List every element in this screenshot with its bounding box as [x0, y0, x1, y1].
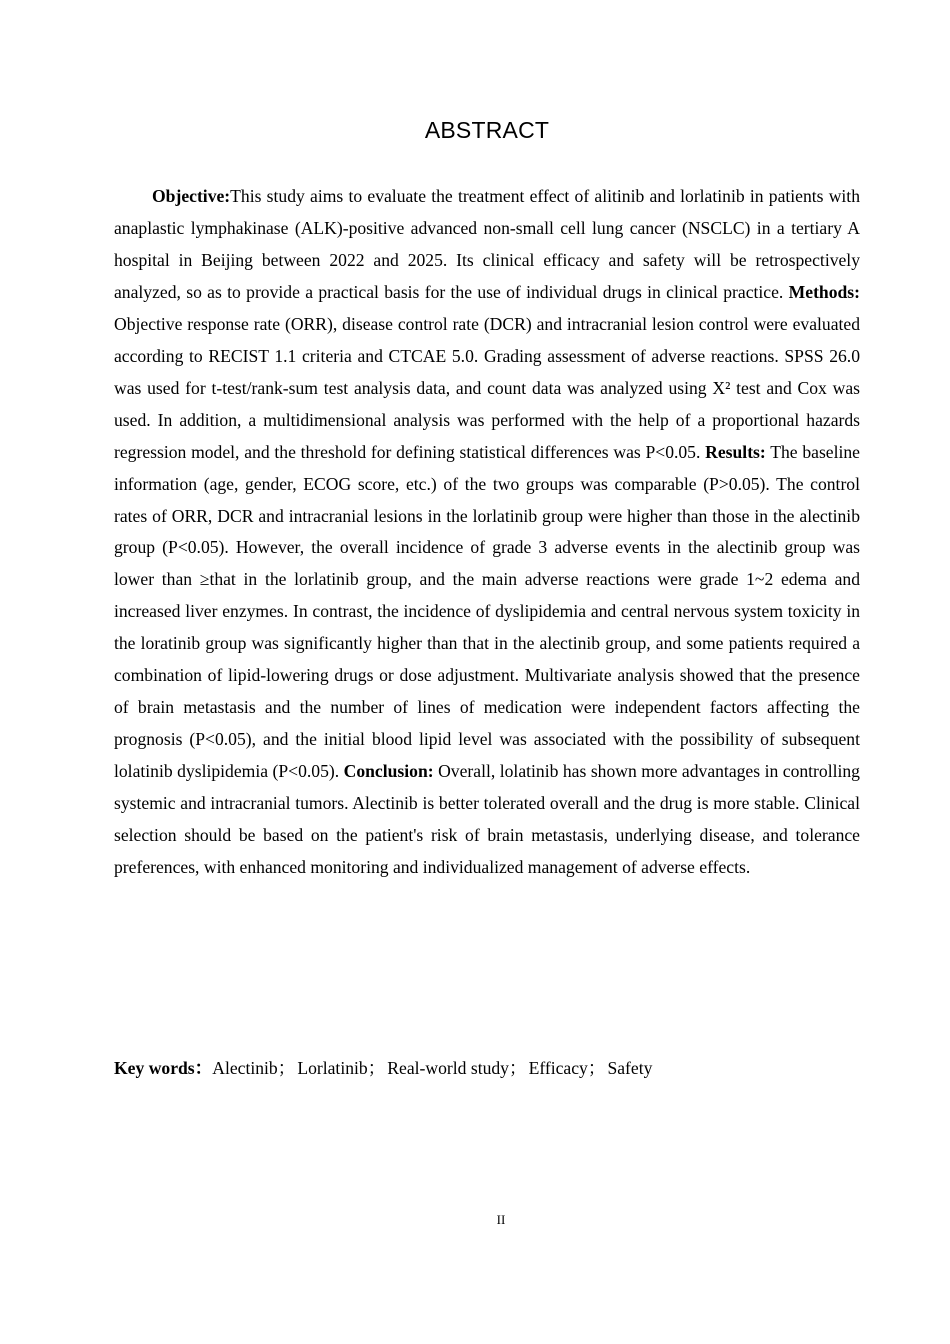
keywords-label: Key words：	[114, 1058, 213, 1078]
results-text: The baseline information (age, gender, ECOG score, etc.) of the two groups was comparable (P>0.05). The control rates of ORR, DCR and intracranial lesions in the lorlatinib group were higher than those in the alectinib group (P<0.05). However, the overall incidence of grade 3 adverse events in the alectinib group was lower than ≥that in the lorlatinib group, and the main adverse reactions were grade 1~2 edema and increased liver enzymes. In contrast, the incidence of dyslipidemia and central nervous system toxicity in the loratinib group was significantly higher than that in the alectinib group, and some patients required a combination of lipid-lowering drugs or dose adjustment. Multivariate analysis showed that the presence of brain metastasis and the number of lines of medication were independent factors affecting the prognosis (P<0.05), and the initial blood lipid level was associated with the possibility of subsequent lolatinib dyslipidemia (P<0.05).	[114, 441, 860, 782]
methods-label: Methods:	[788, 281, 861, 302]
abstract-title: ABSTRACT	[424, 117, 550, 143]
keyword-separator: ；	[508, 1058, 527, 1078]
methods-text: Objective response rate (ORR), disease control rate (DCR) and intracranial lesion control were evaluated according to RECIST 1.1 criteria and CTCAE 5.0. Grading assessment of adverse reactions. SPSS 26.0 was used for t-test/rank-sum test analysis data, and count data was analyzed using X² test and Cox was used. In addition, a multidimensional analysis was performed with the help of a proportional hazards regression model, and the threshold for defining statistical differences was P<0.05.	[114, 313, 860, 462]
conclusion-text: Overall, lolatinib has shown more advantages in controlling systemic and intracranial tumors. Alectinib is better tolerated overall and the drug is more stable. Clinical selection should be based on the patient's risk of brain metastasis, underlying disease, and tolerance preferences, with enhanced monitoring and individualized management of adverse effects.	[114, 761, 860, 878]
keyword-item: Alectinib	[212, 1058, 278, 1078]
keyword-item: Efficacy	[528, 1058, 588, 1078]
keywords-line	[114, 1053, 860, 1083]
keyword-separator: ；	[367, 1058, 386, 1078]
objective-text: This study aims to evaluate the treatment effect of alitinib and lorlatinib in patients with anaplastic lymphakinase (ALK)-positive advanced non-small cell lung cancer (NSCLC) in a tertiary A hospital in Beijing between 2022 and 2025. Its clinical efficacy and safety will be retrospectively analyzed, so as to provide a practical basis for the use of individual drugs in clinical practice.	[114, 186, 860, 302]
results-label: Results:	[705, 441, 766, 462]
abstract-paragraph	[114, 181, 860, 884]
objective-label: Objective:	[152, 186, 231, 206]
keyword-separator: ；	[587, 1058, 606, 1078]
keyword-item: Real-world study	[387, 1058, 509, 1078]
keyword-item: Safety	[607, 1058, 653, 1078]
conclusion-label: Conclusion:	[343, 761, 434, 782]
keyword-item: Lorlatinib	[297, 1058, 368, 1078]
page-number: II	[496, 1212, 506, 1227]
keyword-separator: ；	[277, 1058, 296, 1078]
